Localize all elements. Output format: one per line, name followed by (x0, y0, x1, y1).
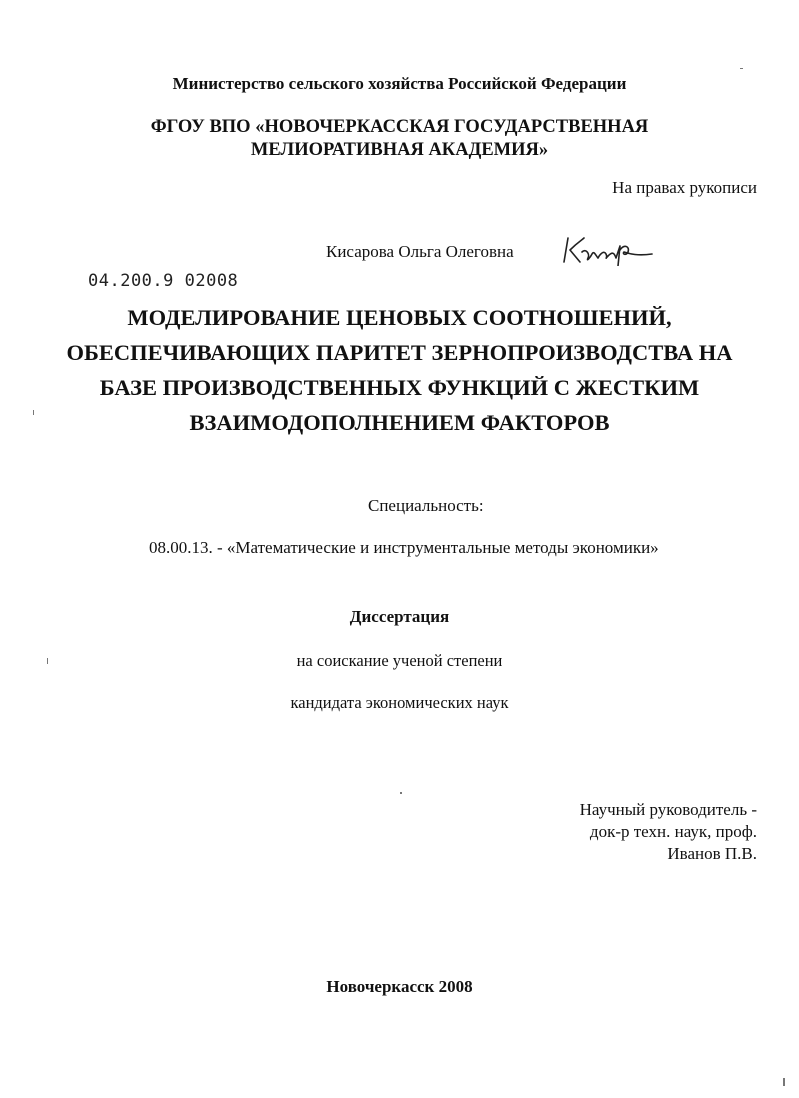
specialty-label: Специальность: (368, 496, 484, 515)
scan-speck (740, 68, 743, 69)
title-line-1: МОДЕЛИРОВАНИЕ ЦЕНОВЫХ СООТНОШЕНИЙ, (127, 305, 672, 330)
degree-line-1: на соискание ученой степени (296, 651, 503, 670)
author-name: Кисарова Ольга Олеговна (326, 242, 514, 261)
registration-number: 04.200.9 02008 (88, 271, 239, 291)
scan-speck (783, 1078, 785, 1086)
institution-line-1: ФГОУ ВПО «НОВОЧЕРКАССКАЯ ГОСУДАРСТВЕННАЯ (150, 117, 649, 137)
scan-speck (47, 658, 48, 664)
title-line-2: ОБЕСПЕЧИВАЮЩИХ ПАРИТЕТ ЗЕРНОПРОИЗВОДСТВА НА (66, 340, 733, 365)
specialty-value: 08.00.13. - «Математические и инструментальные методы экономики» (149, 538, 659, 557)
handwritten-signature (560, 232, 655, 266)
city-year: Новочеркасск 2008 (326, 977, 473, 996)
supervisor-line-2: док-р техн. наук, проф. (589, 822, 757, 841)
ministry-name: Министерство сельского хозяйства Российской Федерации (172, 74, 627, 93)
supervisor-block (580, 799, 757, 865)
manuscript-rights: На правах рукописи (612, 178, 757, 197)
supervisor-line-1: Научный руководитель - (579, 800, 757, 819)
supervisor-line-3: Иванов П.В. (667, 844, 757, 863)
title-line-3: БАЗЕ ПРОИЗВОДСТВЕННЫХ ФУНКЦИЙ С ЖЕСТКИМ (99, 375, 700, 400)
title-line-4: ВЗАИМОДОПОЛНЕНИЕМ ФАКТОРОВ (189, 410, 610, 435)
institution-name (0, 116, 799, 162)
dissertation-label: Диссертация (349, 607, 450, 626)
institution-line-2: МЕЛИОРАТИВНАЯ АКАДЕМИЯ» (250, 140, 549, 160)
scan-speck (400, 792, 402, 794)
scan-speck (33, 410, 34, 415)
degree-line-2: кандидата экономических наук (290, 693, 509, 712)
dissertation-title (0, 300, 799, 440)
